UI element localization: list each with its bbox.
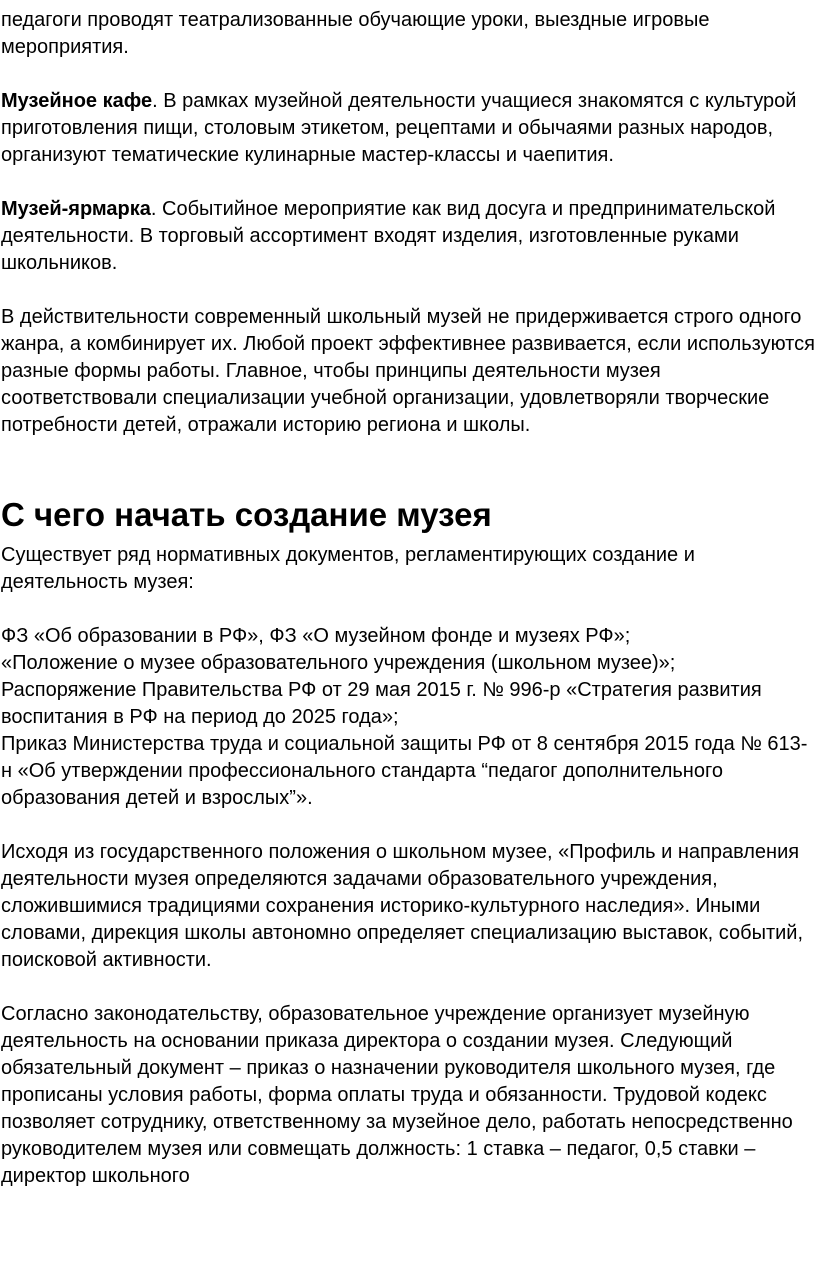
law-paragraph: Согласно законодательству, образовательное учреждение организует музейную деятельность на основании приказа директора о создании музея. Следующий обязательный документ – приказ о назначении руководителя школьного музея, где прописаны условия работы, форма оплаты труда и обязанности. Трудовой кодекс позволяет сотруднику, ответственному за музейное дело, работать непосредственно руководителем музея или совмещать должность: 1 ставка – педагог, 0,5 ставки – директор школьного xyxy=(1,1003,793,1187)
combination-paragraph: В действительности современный школьный музей не придерживается строго одного жанра, а комбинирует их. Любой проект эффективнее развивается, если используются разные формы работы. Главное, чтобы принципы деятельности музея соответствовали специализации учебной организации, удовлетворяли творческие потребности детей, отражали историю региона и школы. xyxy=(1,306,815,436)
museum-cafe-lead: Музейное кафе xyxy=(1,90,153,112)
museum-fair-text: . Событийное мероприятие как вид досуга и предпринимательской деятельности. В торговый ассортимент входят изделия, изготовленные руками школьников. xyxy=(1,198,776,274)
museum-fair-paragraph xyxy=(0,196,816,277)
profile-paragraph: Исходя из государственного положения о школьном музее, «Профиль и направления деятельности музея определяются задачами образовательного учреждения, сложившимися традициями сохранения историко-культурного наследия». Иными словами, дирекция школы автономно определяет специализацию выставок, событий, поисковой активности. xyxy=(1,841,804,971)
normative-document-item: «Положение о музее образовательного учреждения (школьном музее)»; xyxy=(1,652,676,674)
normative-document-item: ФЗ «Об образовании в РФ», ФЗ «О музейном фонде и музеях РФ»; xyxy=(1,625,631,647)
museum-fair-lead: Музей-ярмарка xyxy=(1,198,151,220)
intro-continuation-paragraph: педагоги проводят театрализованные обучающие уроки, выездные игровые мероприятия. xyxy=(1,9,710,58)
normative-intro-paragraph: Существует ряд нормативных документов, регламентирующих создание и деятельность музея: xyxy=(1,544,695,593)
normative-documents-list xyxy=(0,623,816,812)
museum-cafe-paragraph xyxy=(0,88,816,169)
normative-document-item: Приказ Министерства труда и социальной защиты РФ от 8 сентября 2015 года № 613-н «Об утверждении профессионального стандарта “педагог дополнительного образования детей и взрослых”». xyxy=(1,733,808,809)
museum-cafe-text: . В рамках музейной деятельности учащиеся знакомятся с культурой приготовления пищи, столовым этикетом, рецептами и обычаями разных народов, организуют тематические кулинарные мастер-классы и чаепития. xyxy=(1,90,797,166)
section-heading: С чего начать создание музея xyxy=(1,496,492,533)
normative-document-item: Распоряжение Правительства РФ от 29 мая 2015 г. № 996-р «Стратегия развития воспитания в РФ на период до 2025 года»; xyxy=(1,679,762,728)
